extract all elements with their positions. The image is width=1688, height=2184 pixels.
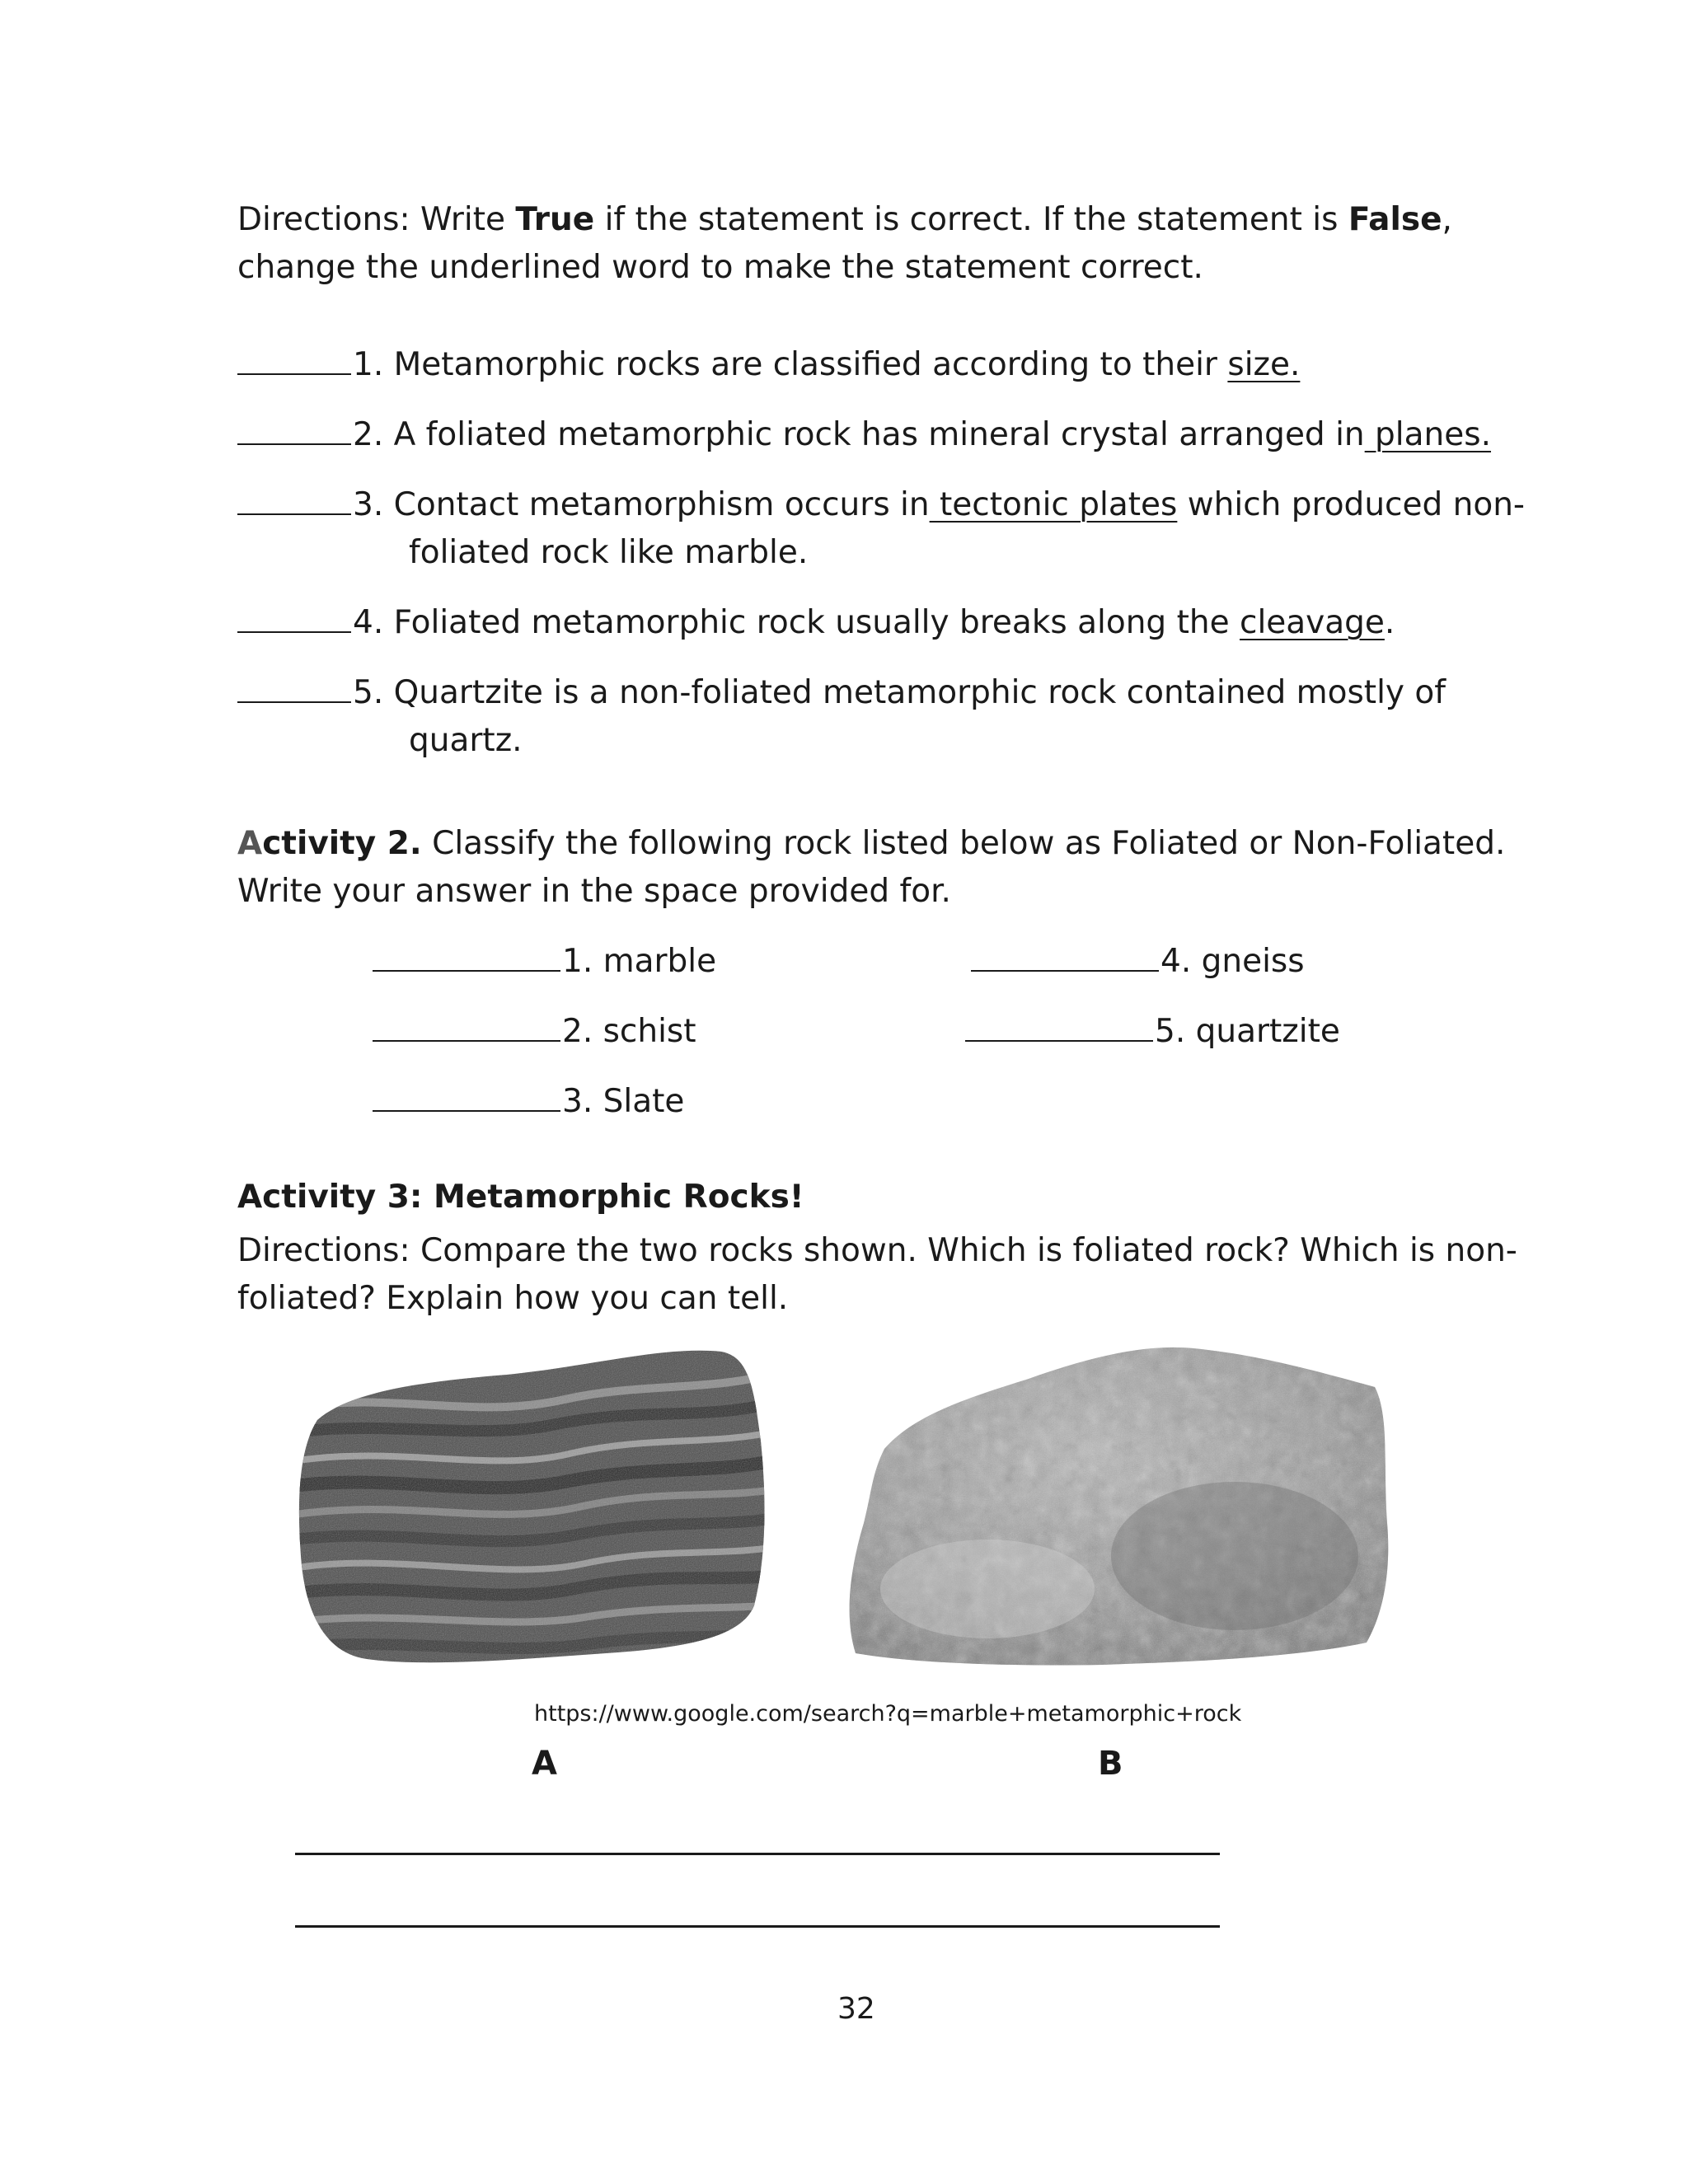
- answer-blank-1[interactable]: [237, 344, 351, 375]
- statement-4: 4. Foliated metamorphic rock usually breaks along the cleavage.: [237, 599, 1395, 647]
- answer-line-1[interactable]: [295, 1853, 1220, 1855]
- statement-5-continued: quartz.: [409, 722, 523, 759]
- statement-1: 1. Metamorphic rocks are classified according to their size.: [237, 341, 1300, 389]
- activity-3-directions-line-2: foliated? Explain how you can tell.: [237, 1280, 789, 1317]
- activity-2-instruction: Write your answer in the space provided for.: [237, 873, 951, 910]
- statement-2: 2. A foliated metamorphic rock has mineral crystal arranged in planes.: [237, 411, 1491, 459]
- activity-3-directions-line-1: Directions: Compare the two rocks shown. Which is foliated rock? Which is non-: [237, 1232, 1517, 1269]
- image-source-caption: https://www.google.com/search?q=marble+metamorphic+rock: [534, 1701, 1242, 1727]
- classify-blank-3[interactable]: [373, 1080, 560, 1112]
- answer-blank-3[interactable]: [237, 484, 351, 515]
- activity-2-heading: Activity 2. Classify the following rock listed below as Foliated or Non-Foliated.: [237, 825, 1506, 862]
- directions-line-2: change the underlined word to make the statement correct.: [237, 249, 1203, 286]
- page-number: 32: [837, 1992, 875, 2026]
- classify-item-slate: 3. Slate: [373, 1078, 684, 1126]
- statement-5: 5. Quartzite is a non-foliated metamorphic rock contained mostly of: [237, 669, 1446, 717]
- classify-blank-5[interactable]: [965, 1010, 1153, 1042]
- answer-blank-5[interactable]: [237, 672, 351, 703]
- classify-blank-4[interactable]: [971, 940, 1159, 972]
- classify-blank-2[interactable]: [373, 1010, 560, 1042]
- rock-label-a: A: [532, 1745, 557, 1783]
- classify-item-gneiss: 4. gneiss: [971, 938, 1305, 986]
- classify-blank-1[interactable]: [373, 940, 560, 972]
- classify-item-quartzite: 5. quartzite: [965, 1008, 1340, 1056]
- statement-3-continued: foliated rock like marble.: [409, 534, 809, 571]
- answer-blank-2[interactable]: [237, 414, 351, 445]
- rock-b-nonfoliated-image: [839, 1342, 1400, 1667]
- rock-a-foliated-image: [293, 1342, 771, 1671]
- classify-item-marble: 1. marble: [373, 938, 716, 986]
- directions-line-1: Directions: Write True if the statement is correct. If the statement is False,: [237, 201, 1452, 238]
- rock-label-b: B: [1098, 1745, 1123, 1783]
- activity-3-heading: Activity 3: Metamorphic Rocks!: [237, 1179, 804, 1216]
- answer-line-2[interactable]: [295, 1925, 1220, 1928]
- answer-blank-4[interactable]: [237, 602, 351, 633]
- classify-item-schist: 2. schist: [373, 1008, 696, 1056]
- statement-3: 3. Contact metamorphism occurs in tectonic plates which produced non-: [237, 481, 1525, 529]
